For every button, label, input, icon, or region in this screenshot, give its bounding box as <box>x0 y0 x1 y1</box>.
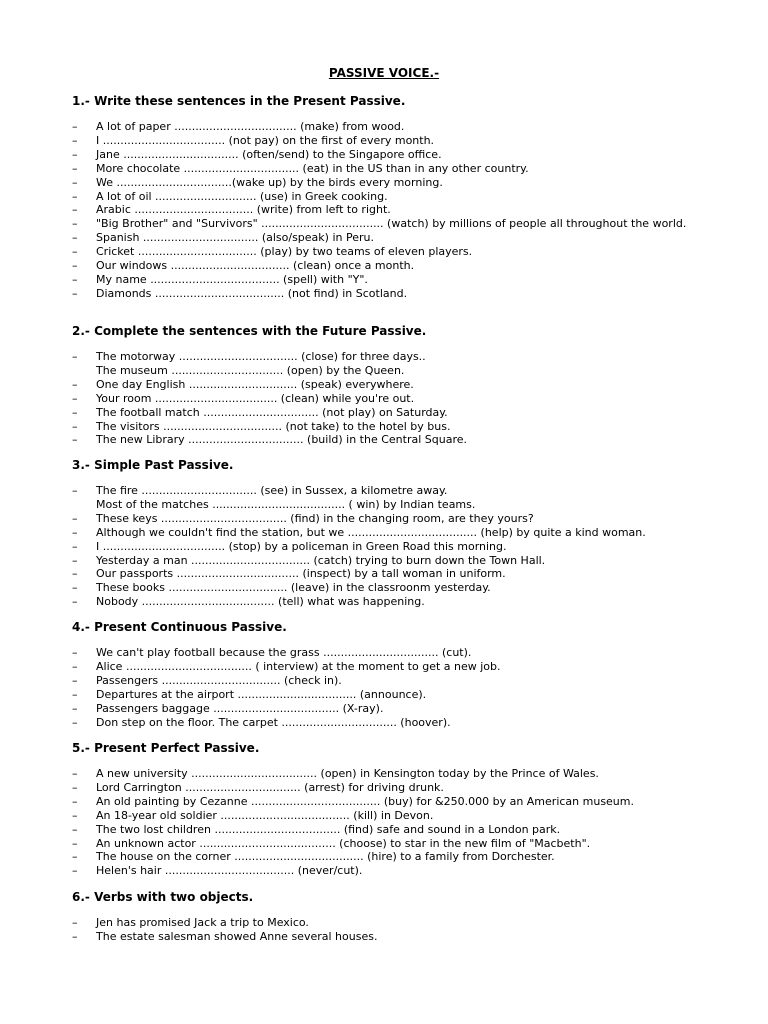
dash-bullet: – <box>72 553 78 567</box>
exercise-item <box>72 688 712 702</box>
exercise-text: One day English ............................... (speak) everywhere. <box>96 377 414 391</box>
exercise-list <box>72 120 712 301</box>
exercise-item <box>72 781 712 795</box>
dash-bullet: – <box>72 767 78 780</box>
exercise-text: These books .................................. (leave) in the classroonm yesterday. <box>96 581 491 595</box>
exercise-item <box>72 134 712 148</box>
exercise-list <box>72 484 712 609</box>
exercise-item <box>72 406 712 420</box>
dash-bullet: – <box>72 659 78 673</box>
exercise-text: Passengers baggage .................................... (X-ray). <box>96 701 384 715</box>
section-heading: 5.- Present Perfect Passive. <box>72 741 260 755</box>
dash-bullet: – <box>72 350 78 363</box>
section-heading: 3.- Simple Past Passive. <box>72 458 234 472</box>
exercise-text: Your room ................................... (clean) while you're out. <box>96 391 415 405</box>
exercise-item <box>72 716 712 730</box>
section-heading: 2.- Complete the sentences with the Future Passive. <box>72 324 427 338</box>
exercise-text: A new university .................................... (open) in Kensington today by the Prince of Wales. <box>96 767 599 780</box>
dash-bullet: – <box>72 217 78 231</box>
exercise-text: More chocolate ................................. (eat) in the US than in any other country. <box>96 161 529 175</box>
exercise-item <box>72 930 712 944</box>
exercise-text: Lord Carrington ................................. (arrest) for driving drunk. <box>96 780 444 794</box>
dash-bullet: – <box>72 822 78 836</box>
dash-bullet: – <box>72 161 78 175</box>
exercise-text: I ................................... (not pay) on the first of every month. <box>96 133 435 147</box>
exercise-item <box>72 554 712 568</box>
exercise-text: The estate salesman showed Anne several houses. <box>96 929 378 943</box>
section-present-perfect-passive <box>72 741 712 878</box>
exercise-text: The museum ................................ (open) by the Queen. <box>96 363 405 377</box>
dash-bullet: – <box>72 133 78 147</box>
dash-bullet: – <box>72 433 78 447</box>
dash-bullet: – <box>72 189 78 203</box>
exercise-text: Helen's hair ..................................... (never/cut). <box>96 864 363 878</box>
exercise-text: Alice .................................... ( interview) at the moment to get a new job. <box>96 659 501 673</box>
exercise-item <box>72 567 712 581</box>
section-future-passive <box>72 324 712 447</box>
exercise-text: Although we couldn't find the station, but we ..................................... (help) by quite a kind woman. <box>96 525 646 539</box>
dash-bullet: – <box>72 203 78 217</box>
dash-bullet: – <box>72 808 78 822</box>
exercise-text: We can't play football because the grass ................................. (cut). <box>96 646 472 659</box>
dash-bullet: – <box>72 581 78 595</box>
exercise-item <box>72 702 712 716</box>
dash-bullet: – <box>72 836 78 850</box>
exercise-item <box>72 392 712 406</box>
exercise-text: The visitors .................................. (not take) to the hotel by bus. <box>96 419 451 433</box>
exercise-item <box>72 660 712 674</box>
exercise-text: My name ..................................... (spell) with "Y". <box>96 272 368 286</box>
exercise-item <box>72 581 712 595</box>
dash-bullet: – <box>72 391 78 405</box>
exercise-text: These keys .................................... (find) in the changing room, are they yours? <box>96 511 534 525</box>
dash-bullet: – <box>72 916 78 929</box>
section-heading: 4.- Present Continuous Passive. <box>72 620 287 634</box>
dash-bullet: – <box>72 595 78 609</box>
exercise-item <box>72 433 712 447</box>
exercise-item <box>72 120 712 134</box>
dash-bullet: – <box>72 511 78 525</box>
exercise-text: An unknown actor ....................................... (choose) to star in the new film of "Macbeth". <box>96 836 591 850</box>
exercise-item <box>72 916 712 930</box>
dash-bullet: – <box>72 147 78 161</box>
exercise-item <box>72 795 716 809</box>
dash-bullet: – <box>72 715 78 729</box>
exercise-text: I ................................... (stop) by a policeman in Green Road this morning. <box>96 539 507 553</box>
dash-bullet: – <box>72 864 78 878</box>
dash-bullet: – <box>72 794 78 808</box>
section-heading: 6.- Verbs with two objects. <box>72 890 254 904</box>
exercise-item <box>72 259 712 273</box>
exercise-item <box>72 809 712 823</box>
exercise-text: A lot of paper ................................... (make) from wood. <box>96 120 405 133</box>
exercise-text: Our passports ................................... (inspect) by a tall woman in uniform. <box>96 567 506 581</box>
page-title: PASSIVE VOICE.- <box>328 66 440 80</box>
exercise-text: Don step on the floor. The carpet ................................. (hoover). <box>96 715 451 729</box>
exercise-text: Our windows .................................. (clean) once a month. <box>96 259 415 273</box>
dash-bullet: – <box>72 377 78 391</box>
exercise-item <box>72 864 712 878</box>
exercise-item <box>72 350 712 364</box>
exercise-text: The new Library ................................. (build) in the Central Square. <box>96 433 468 447</box>
exercise-item <box>72 837 716 851</box>
exercise-item <box>72 767 716 781</box>
dash-bullet: – <box>72 567 78 581</box>
exercise-text: The motorway .................................. (close) for three days.. <box>96 350 426 363</box>
exercise-item <box>72 526 716 540</box>
dash-bullet: – <box>72 120 78 133</box>
dash-bullet: – <box>72 175 78 189</box>
exercise-item <box>72 850 716 864</box>
section-present-continuous-passive <box>72 620 712 729</box>
exercise-text: Jane ................................. (often/send) to the Singapore office. <box>96 147 442 161</box>
dash-bullet: – <box>72 687 78 701</box>
dash-bullet: – <box>72 850 78 864</box>
exercise-item <box>72 273 712 287</box>
exercise-item <box>72 148 712 162</box>
exercise-item <box>72 245 712 259</box>
dash-bullet: – <box>72 525 78 539</box>
exercise-text: A lot of oil ............................. (use) in Greek cooking. <box>96 189 388 203</box>
dash-bullet: – <box>72 929 78 943</box>
exercise-item <box>72 203 712 217</box>
exercise-text: Most of the matches ...................................... ( win) by Indian teams. <box>96 497 476 511</box>
exercise-list <box>72 767 712 878</box>
exercise-item <box>72 287 712 301</box>
exercise-item <box>72 420 712 434</box>
exercise-text: An old painting by Cezanne ..................................... (buy) for &250.000 by an American museum. <box>96 794 634 808</box>
dash-bullet: – <box>72 484 78 497</box>
exercise-text: Spanish ................................. (also/speak) in Peru. <box>96 231 374 245</box>
exercise-item <box>72 231 712 245</box>
exercise-text: Passengers .................................. (check in). <box>96 673 342 687</box>
section-verbs-two-objects <box>72 890 712 944</box>
dash-bullet: – <box>72 272 78 286</box>
exercise-item <box>72 498 712 512</box>
exercise-item <box>72 378 712 392</box>
exercise-text: The two lost children .................................... (find) safe and sound in a London park. <box>96 822 561 836</box>
exercise-list <box>72 646 712 729</box>
exercise-text: Nobody ...................................... (tell) what was happening. <box>96 595 425 609</box>
dash-bullet: – <box>72 673 78 687</box>
exercise-item <box>72 484 712 498</box>
exercise-item <box>72 162 712 176</box>
exercise-text: Jen has promised Jack a trip to Mexico. <box>96 916 309 929</box>
dash-bullet: – <box>72 231 78 245</box>
dash-bullet: – <box>72 646 78 659</box>
exercise-item <box>72 364 712 378</box>
exercise-item <box>72 595 712 609</box>
exercise-list <box>72 350 712 447</box>
exercise-text: Yesterday a man .................................. (catch) trying to burn down the Town Hall. <box>96 553 546 567</box>
exercise-text: We .................................(wake up) by the birds every morning. <box>96 175 443 189</box>
exercise-item <box>72 674 712 688</box>
exercise-item <box>72 190 712 204</box>
exercise-item <box>72 512 712 526</box>
exercise-item <box>72 540 712 554</box>
dash-bullet: – <box>72 405 78 419</box>
dash-bullet: – <box>72 780 78 794</box>
exercise-text: Diamonds ..................................... (not find) in Scotland. <box>96 286 408 300</box>
section-simple-past-passive <box>72 458 712 609</box>
exercise-item <box>72 646 712 660</box>
exercise-text: Cricket .................................. (play) by two teams of eleven players. <box>96 245 473 259</box>
exercise-text: Arabic .................................. (write) from left to right. <box>96 203 391 217</box>
dash-bullet: – <box>72 539 78 553</box>
dash-bullet: – <box>72 701 78 715</box>
exercise-item <box>72 823 716 837</box>
exercise-item <box>72 217 716 231</box>
exercise-text: The fire ................................. (see) in Sussex, a kilometre away. <box>96 484 448 497</box>
exercise-text: The football match ................................. (not play) on Saturday. <box>96 405 448 419</box>
dash-bullet: – <box>72 245 78 259</box>
section-present-passive <box>72 94 712 301</box>
exercise-text: "Big Brother" and "Survivors" ................................... (watch) by millions of people all throughout the world. <box>96 217 687 231</box>
exercise-list <box>72 916 712 944</box>
exercise-text: Departures at the airport .................................. (announce). <box>96 687 427 701</box>
exercise-text: An 18-year old soldier ..................................... (kill) in Devon. <box>96 808 434 822</box>
dash-bullet: – <box>72 419 78 433</box>
dash-bullet: – <box>72 286 78 300</box>
exercise-text: The house on the corner ..................................... (hire) to a family from Dorchester. <box>96 850 555 864</box>
exercise-item <box>72 176 712 190</box>
section-heading: 1.- Write these sentences in the Present Passive. <box>72 94 406 108</box>
dash-bullet: – <box>72 259 78 273</box>
